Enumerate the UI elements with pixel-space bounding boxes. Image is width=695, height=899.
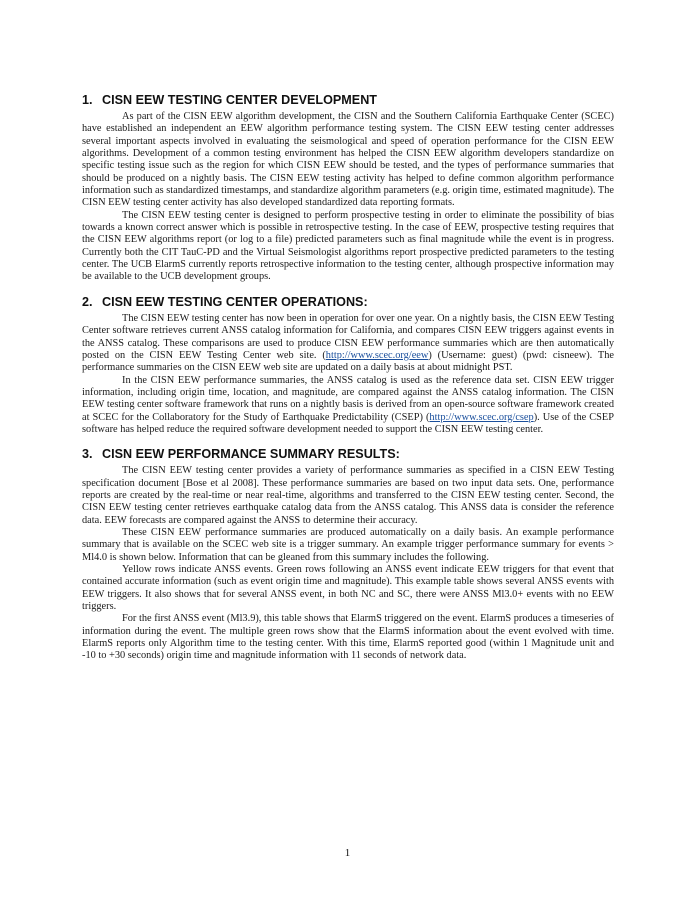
page-number: 1	[344, 847, 351, 859]
section-heading	[82, 92, 614, 108]
csep-website-link[interactable]: http://www.scec.org/csep	[429, 411, 534, 423]
paragraph: Yellow rows indicate ANSS events. Green rows following an ANSS event indicate EEW triggers for that event that contained accurate information (such as event origin time and magnitude). This example table shows several ANSS events with EEW triggers. It also shows that for several ANSS event, in both NC and SC, there were ANSS Ml3.0+ events with no EEW triggers.	[82, 564, 614, 613]
section-operations	[82, 294, 614, 436]
section-title: CISN EEW PERFORMANCE SUMMARY RESULTS:	[102, 447, 400, 462]
paragraph	[82, 313, 614, 375]
section-number: 3.	[82, 447, 93, 462]
section-heading	[82, 294, 614, 310]
paragraph: These CISN EEW performance summaries are produced automatically on a daily basis. An example performance summary that is available on the SCEC web site is a trigger summary. An example trigger performance summary for events > Ml4.0 is shown below. Information that can be gleaned from this summary includes the following.	[82, 526, 614, 563]
eew-website-link[interactable]: http://www.scec.org/eew	[325, 349, 429, 361]
section-heading	[82, 446, 614, 462]
paragraph-text: The CISN EEW testing center has now been in operation for over one year. On a nightly basis, the CISN EEW Testing Center software retrieves current ANSS catalog information for California, and compares CISN EEW triggers against events in the ANSS catalog. These comparisons are used to produce CISN EEW performance summaries which are then automatically posted on the CISN EEW Testing Center web site. (	[82, 312, 614, 361]
paragraph: The CISN EEW testing center provides a variety of performance summaries as specified in a CISN EEW Testing specification document [Bose et al 2008]. These performance summaries are based on two input data sets. One, performance reports are created by the real-time or near real-time, algorithms and transferred to the CISN EEW testing center. Second, the CISN EEW testing center retrieves earthquake catalog data from the ANSS catalog. This ANSS data is consider the reference data. EEW forecasts are compared against the ANSS to determine their accuracy.	[82, 465, 614, 526]
section-number: 1.	[82, 93, 93, 107]
paragraph: For the first ANSS event (Ml3.9), this table shows that ElarmS triggered on the event. ElarmS produces a timeseries of information during the event. The multiple green rows show that the ElarmS information about the event evolved with time. ElarmS reports only Algorithm time to the testing center. With this time, ElarmS reported good (within 1 Magnitude unit and -10 to +30 seconds) origin time and magnitude information with 11 seconds of network data.	[82, 613, 614, 662]
paragraph-text: In the CISN EEW performance summaries, the ANSS catalog is used as the reference data set. CISN EEW trigger information, including origin time, location, and magnitude, are compared against the ANSS catalog information. The CISN EEW testing center software framework that runs on a nightly basis is derived from an open-source software framework created at SCEC for the Collaboratory for the Study of Earthquake Predictability (CSEP) (	[82, 374, 614, 423]
section-number: 2.	[82, 294, 93, 309]
paragraph-text: ) (Username: guest) (pwd: cisneew). The performance summaries on the CISN EEW web site are updated on a daily basis at about midnight PST.	[82, 349, 614, 374]
paragraph: The CISN EEW testing center is designed to perform prospective testing in order to eliminate the possibility of bias towards a known correct answer which is possible in retrospective testing. In the case of EEW, prospective testing requires that the CISN EEW algorithms report (or log to a file) predicted parameters such as final magnitude while the event is in progress. Currently both the CIT TauC-PD and the Virtual Seismologist algorithms report prospective predicted parameters to the testing center. The UCB ElarmS currently reports retrospective information to the testing center, although prospective information may be available to the UCB development groups.	[82, 209, 614, 283]
section-title: CISN EEW TESTING CENTER OPERATIONS:	[102, 294, 368, 309]
section-title: CISN EEW TESTING CENTER DEVELOPMENT	[102, 93, 377, 107]
section-performance-summary	[82, 446, 614, 663]
section-development	[82, 92, 614, 284]
paragraph: As part of the CISN EEW algorithm development, the CISN and the Southern California Earthquake Center (SCEC) have established an independent an EEW algorithm performance testing system. The CISN EEW testing center addresses several important aspects involved in evaluating the seismological and speed of operation performance for the CISN EEW algorithms. Development of a common testing environment has helped the CISN EEW algorithm developers standardize on specific testing issue such as the region for which CISN EEW should be tested, and the types of performance summaries that should be produced on a nightly basis. The CISN EEW testing activity has helped to define common algorithm performance information such as standardized timestamps, and standardize algorithm parameters (e.g. origin time, estimated magnitude). The CISN EEW testing center activity has also developed standardized data reporting formats.	[82, 111, 614, 209]
document-page	[82, 92, 614, 673]
paragraph-text: ). Use of the CSEP software has helped reduce the required software development needed to support the CISN EEW testing center.	[82, 411, 614, 435]
paragraph	[82, 375, 614, 437]
